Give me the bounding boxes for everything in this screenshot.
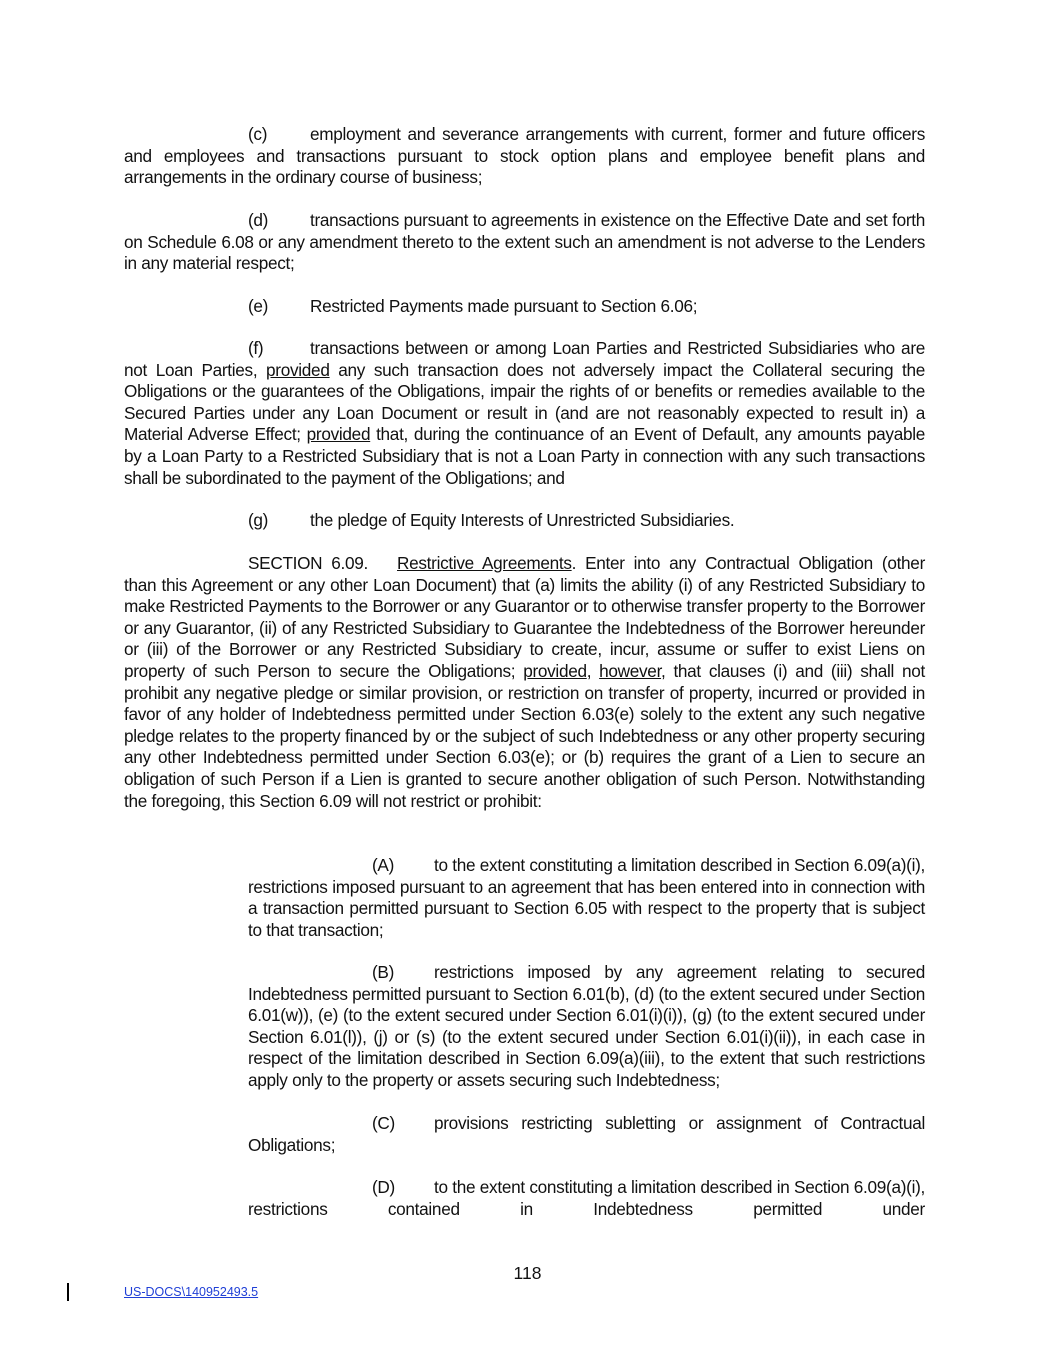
clause-text: the pledge of Equity Interests of Unrestricted Subsidiaries. <box>310 510 735 530</box>
paragraph-c <box>124 124 925 189</box>
paragraph-f <box>124 338 925 489</box>
clause-text: that, during the continuance of an Event of Default, any amounts payable by a Loan Party to a Restricted Subsidiary that is not a Loan Party in connection with any such transactions shall be subordinated to the payment of the Obligations; and <box>124 424 925 488</box>
clause-text: Restricted Payments made pursuant to Section 6.06; <box>310 296 698 316</box>
paragraph-e <box>124 296 925 318</box>
paragraph-A <box>248 855 925 941</box>
clause-text: provisions restricting subletting or assignment of Contractual Obligations; <box>248 1113 925 1155</box>
paragraph-g <box>124 510 925 532</box>
section-text: . Enter into any Contractual Obligation (other than this Agreement or any other Loan Document) that (a) limits the ability (i) of any Restricted Subsidiary to make Restricted Payments to the Borrower or any Guarantor or to otherwise transfer property to the Borrower or any Guarantor, (ii) of any Restricted Subsidiary to Guarantee the Indebtedness of the Borrower hereunder or (iii) of the Borrower or any Restricted Subsidiary to create, incur, assume or suffer to exist Liens on property of such Person to secure the Obligations; <box>124 553 925 681</box>
clause-marker: (g) <box>248 510 269 530</box>
section-text: , <box>586 660 600 681</box>
provided-term: provided <box>306 424 371 445</box>
clause-marker: (B) <box>372 962 395 982</box>
clause-marker: (c) <box>248 124 268 144</box>
clause-text: employment and severance arrangements with current, former and future officers and employees and transactions pursuant to stock option plans and employee benefit plans and arrangements in the ordinary course of business; <box>124 124 925 188</box>
provided-term: provided <box>523 660 587 681</box>
clause-marker: (D) <box>372 1177 395 1197</box>
clause-marker: (f) <box>248 338 264 358</box>
paragraph-C <box>248 1113 925 1156</box>
page-number: 118 <box>513 1263 542 1283</box>
clause-text: transactions between or among Loan Parties and Restricted Subsidiaries who are not Loan Parties, <box>124 338 925 380</box>
provided-term: provided <box>266 359 330 380</box>
revision-bar <box>67 1283 69 1301</box>
clause-text: to the extent constituting a limitation described in Section 6.09(a)(i), restrictions contained in Indebtedness permitted under <box>248 1177 925 1219</box>
section-6-09 <box>124 553 925 812</box>
paragraph-D <box>248 1177 925 1220</box>
section-number: SECTION 6.09. <box>248 553 369 573</box>
clause-marker: (d) <box>248 210 269 230</box>
clause-text: to the extent constituting a limitation described in Section 6.09(a)(i), restrictions imposed pursuant to an agreement that has been entered into in connection with a transaction permitted pursuant to Section 6.05 with respect to the property that is subject to that transaction; <box>248 855 925 940</box>
document-id-link[interactable]: US-DOCS\140952493.5 <box>124 1285 259 1299</box>
paragraph-d <box>124 210 925 275</box>
paragraph-B <box>248 962 925 1092</box>
clause-marker: (e) <box>248 296 269 316</box>
section-title: Restrictive Agreements <box>397 553 572 573</box>
clause-marker: (C) <box>372 1113 395 1133</box>
clause-marker: (A) <box>372 855 395 875</box>
clause-text: any such transaction does not adversely impact the Collateral securing the Obligations or the guarantees of the Obligations, impair the rights of or benefits or remedies available to the Secured Parties under any Loan Document or result in (and are not reasonably expected to result in) a Material Adverse Effect; <box>124 359 925 445</box>
clause-text: restrictions imposed by any agreement relating to secured Indebtedness permitted pursuant to Section 6.01(b), (d) (to the extent secured under Section 6.01(w)), (e) (to the extent secured under Section 6.01(i)(i)), (g) (to the extent secured under Section 6.01(l)), (j) or (s) (to the extent secured under Section 6.01(i)(ii)), in each case in respect of the limitation described in Section 6.09(a)(iii), to the extent that such restrictions apply only to the property or assets securing such Indebtedness; <box>248 962 925 1090</box>
however-term: however <box>599 660 662 681</box>
section-text: , that clauses (i) and (iii) shall not prohibit any negative pledge or similar provision, or restriction on transfer of property, incurred or provided in favor of any holder of Indebtedness permitted under Section 6.03(e) solely to the extent any such negative pledge relates to the property financed by or the subject of such Indebtedness or any other property securing any other Indebtedness permitted under Section 6.03(e); or (b) requires the grant of a Lien to secure an obligation of such Person if a Lien is granted to secure another obligation of such Person. Notwithstanding the foregoing, this Section 6.09 will not restrict or prohibit: <box>124 660 925 811</box>
clause-text: transactions pursuant to agreements in existence on the Effective Date and set forth on Schedule 6.08 or any amendment thereto to the extent such an amendment is not adverse to the Lenders in any material respect; <box>124 210 925 274</box>
